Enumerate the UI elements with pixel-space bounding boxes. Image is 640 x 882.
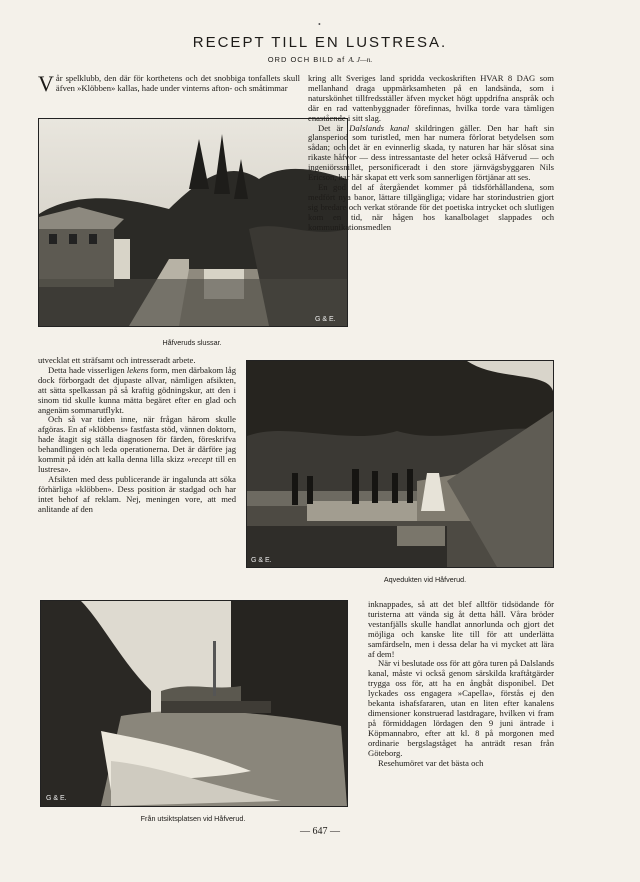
- photo-mark: G & E.: [46, 795, 67, 802]
- byline-prefix: ORD OCH BILD af: [267, 55, 346, 64]
- byline: [0, 55, 640, 64]
- left-paragraph-4: Afsikten med dess publicerande är ingalunda att söka förhärliga »klöbben». Dess position är stadgad och har intet behof af reklam. Nej, meningen vore, att med anlitande af den: [38, 473, 236, 514]
- left-paragraph-3: Och så var tiden inne, när frågan härom skulle afgöras. En af »klöbbens» fastfasta stöd, vännen doktorn, hade åtagit sig ställa diagnosen för färden, föreskrifva behandlingen och leda operationerna. Det är därföre jag kommit på idén att kalla denna lilla skizz »recept till en lustresa».: [38, 414, 236, 474]
- drop-cap: V: [38, 74, 54, 96]
- right-bottom-text: [368, 600, 554, 820]
- right-paragraph-2: Det är Dalslands kanal skildringen gäller. Den har haft sin glansperiod som turistled, men har numera förlorat betydelsen som sådan; och det är en evinnerlig skada, ty naturen har här slösat sina rikaste håfvor — dess intressantaste del heter också Håfverud — och ingeniörssnillet, personificeradt i den store järnvägsbyggaren Nils Ericson, har här skapat ett verk som sannerligen förtjänar att ses.: [308, 122, 554, 183]
- photo-aqueduct: [246, 360, 554, 568]
- byline-author: A. J—n.: [348, 55, 373, 64]
- photo-caption-3: Från utsiktsplatsen vid Håfverud.: [140, 814, 246, 823]
- page-mark: •: [318, 20, 321, 29]
- right-top-text: [308, 74, 554, 374]
- photo-caption-1: Håfveruds slussar.: [162, 338, 222, 347]
- photo-mark: G & E.: [315, 316, 336, 323]
- left-paragraph-2: Detta hade visserligen lekens form, men därbakom låg dock förborgadt det djupaste allvar, nämligen afsikten, att sätta spelkassan på så kraftig gödningskur, att den i sinom tid skulle kunna mätta begäret efter en glad och angenäm sommarutflykt.: [38, 364, 236, 415]
- left-paragraph-1: utvecklat ett sträfsamt och intresseradt arbete.: [38, 356, 196, 365]
- article-title: RECEPT TILL EN LUSTRESA.: [192, 34, 448, 51]
- right-bottom-paragraph-2: När vi beslutade oss för att göra turen på Dalslands kanal, måste vi också genom särskilda kraftåtgärder trygga oss för, att ha en ångbåt disponibel. Det lyckades oss engagera »Capella», förstås ej den bekanta ishafsfararen, utan en liten efter kanalens dimensioner konstruerad lastdragare, hvilken vi fram på förmiddagen lördagen den 9 juni äntrade i Köpmannabro, efter att kl. 8 på morgonen med ordinarie bergslagståget ha anträdt resan från Göteborg.: [368, 658, 554, 758]
- photo-hafverud-locks: [38, 118, 348, 327]
- left-middle-text: [38, 356, 236, 590]
- left-intro-text: [38, 74, 300, 116]
- photo-mark: G & E.: [251, 557, 272, 564]
- page-number: — 647 —: [300, 826, 340, 837]
- photo-viewpoint: [40, 600, 348, 807]
- right-bottom-paragraph-1: inknappades, så att det blef alltför tidsödande för turisterna att vända sig åt detta håll. Våra bröder vestanfjälls skulle handlat annorlunda och gjort det möjliga och kanske lite till för att underlätta samfärdseln, men i dessa delar ha vi mycket att lära af dem!: [368, 600, 554, 659]
- right-bottom-paragraph-3: Resehumöret var det bästa och: [378, 757, 484, 768]
- intro-paragraph: år spelklubb, den där för korthetens och det snobbiga tonfallets skull äfven »Klöbben» kallas, hade under vinterns afton- och småtimmar: [55, 74, 300, 93]
- right-paragraph-3: En god del af återgåendet kommer på tidsförhållandena, som medfört nya banor, lättare tillgängliga; vidare har storindustrien gjort sig bredare och verkat störande för det poetiska intrycket och slutligen kom en tid, när hågen hos kanalbolaget slappades och kommunikationsmedlen: [308, 181, 554, 232]
- photo-caption-2: Aqvedukten vid Håfverud.: [383, 575, 467, 584]
- right-paragraph-1: kring allt Sveriges land spridda veckoskriften HVAR 8 DAG som mellanhand draga uppmärksamheten på en landsända, som i naturskönhet tillfredsställer äfven mycket högt uppdrifna anspråk och där en rad vattenbyggnader förefinnas, hvilka torde vara tämligen enastående i sitt slag.: [308, 74, 554, 123]
